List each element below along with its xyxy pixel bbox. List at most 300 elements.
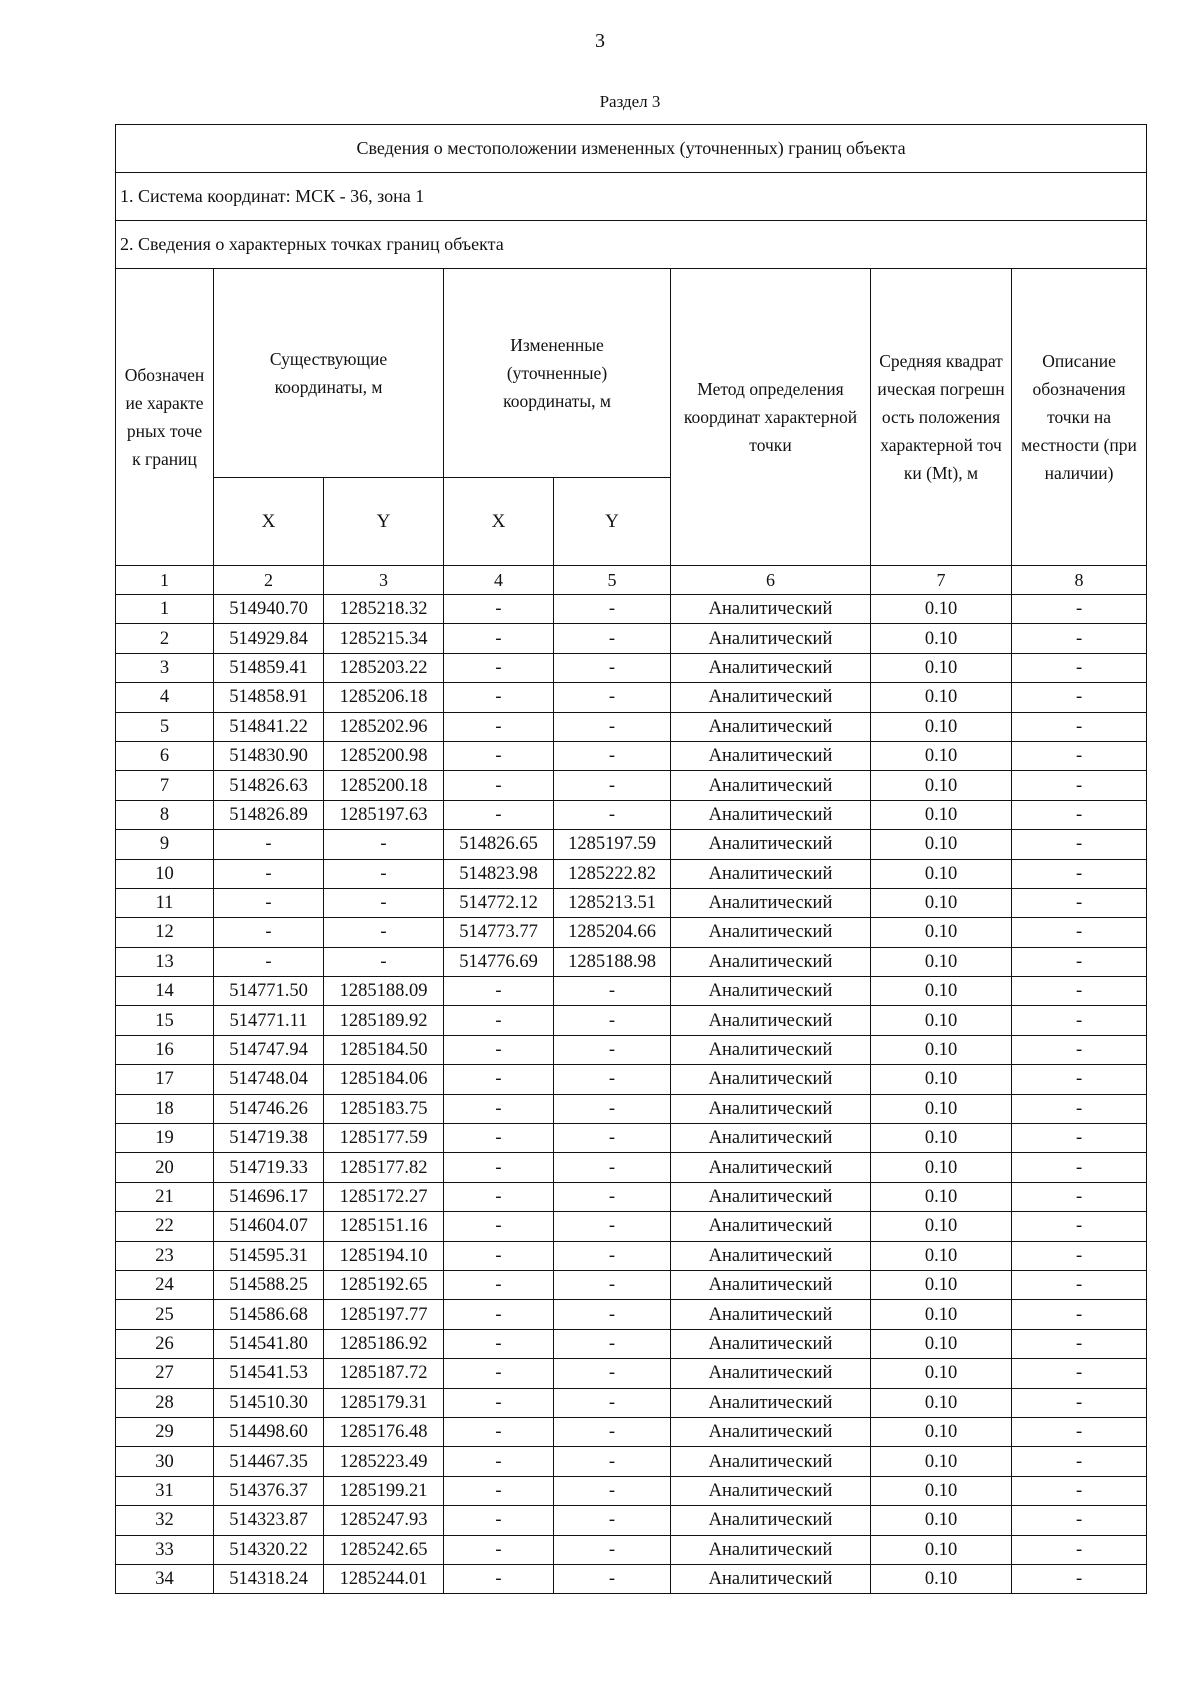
description-cell: - bbox=[1012, 918, 1147, 947]
point-number-cell: 9 bbox=[116, 830, 214, 859]
header-designation: Обозначение характерных точек границ bbox=[116, 269, 214, 566]
existing-x-cell: 514830.90 bbox=[214, 741, 324, 770]
existing-x-cell: 514586.68 bbox=[214, 1300, 324, 1329]
changed-y-cell: - bbox=[554, 741, 671, 770]
changed-y-cell: - bbox=[554, 683, 671, 712]
description-cell: - bbox=[1012, 712, 1147, 741]
changed-y-cell: - bbox=[554, 977, 671, 1006]
method-cell: Аналитический bbox=[671, 1300, 871, 1329]
existing-y-cell: 1285194.10 bbox=[324, 1241, 444, 1270]
error-cell: 0.10 bbox=[871, 741, 1012, 770]
changed-y-cell: 1285188.98 bbox=[554, 947, 671, 976]
description-cell: - bbox=[1012, 1212, 1147, 1241]
description-cell: - bbox=[1012, 1506, 1147, 1535]
header-description: Описание обозначения точки на местности (при наличии) bbox=[1012, 269, 1147, 566]
description-cell: - bbox=[1012, 1476, 1147, 1505]
changed-y-cell: - bbox=[554, 1476, 671, 1505]
changed-x-cell: - bbox=[444, 1241, 554, 1270]
changed-y-cell: - bbox=[554, 1182, 671, 1211]
method-cell: Аналитический bbox=[671, 1564, 871, 1593]
table-row bbox=[116, 712, 1147, 741]
header-changed-y: Y bbox=[554, 478, 671, 566]
changed-y-cell: - bbox=[554, 1153, 671, 1182]
changed-y-cell: - bbox=[554, 1006, 671, 1035]
changed-x-cell: 514823.98 bbox=[444, 859, 554, 888]
point-number-cell: 23 bbox=[116, 1241, 214, 1270]
error-cell: 0.10 bbox=[871, 1417, 1012, 1446]
table-row bbox=[116, 771, 1147, 800]
table-row bbox=[116, 1270, 1147, 1299]
existing-y-cell: 1285202.96 bbox=[324, 712, 444, 741]
method-cell: Аналитический bbox=[671, 741, 871, 770]
description-cell: - bbox=[1012, 771, 1147, 800]
changed-x-cell: - bbox=[444, 624, 554, 653]
changed-y-cell: - bbox=[554, 653, 671, 682]
point-number-cell: 14 bbox=[116, 977, 214, 1006]
existing-x-cell: 514841.22 bbox=[214, 712, 324, 741]
error-cell: 0.10 bbox=[871, 947, 1012, 976]
point-number-cell: 6 bbox=[116, 741, 214, 770]
point-number-cell: 25 bbox=[116, 1300, 214, 1329]
description-cell: - bbox=[1012, 1564, 1147, 1593]
error-cell: 0.10 bbox=[871, 1359, 1012, 1388]
point-number-cell: 30 bbox=[116, 1447, 214, 1476]
method-cell: Аналитический bbox=[671, 1417, 871, 1446]
method-cell: Аналитический bbox=[671, 1035, 871, 1064]
existing-x-cell: 514929.84 bbox=[214, 624, 324, 653]
changed-y-cell: - bbox=[554, 1506, 671, 1535]
existing-x-cell: 514719.33 bbox=[214, 1153, 324, 1182]
description-cell: - bbox=[1012, 800, 1147, 829]
existing-x-cell: 514510.30 bbox=[214, 1388, 324, 1417]
description-cell: - bbox=[1012, 1447, 1147, 1476]
existing-x-cell: - bbox=[214, 918, 324, 947]
changed-x-cell: - bbox=[444, 1182, 554, 1211]
table-title: Сведения о местоположении измененных (уточненных) границ объекта bbox=[116, 125, 1147, 173]
description-cell: - bbox=[1012, 830, 1147, 859]
changed-x-cell: 514826.65 bbox=[444, 830, 554, 859]
point-number-cell: 22 bbox=[116, 1212, 214, 1241]
existing-x-cell: 514747.94 bbox=[214, 1035, 324, 1064]
changed-y-cell: - bbox=[554, 1241, 671, 1270]
existing-y-cell: - bbox=[324, 947, 444, 976]
method-cell: Аналитический bbox=[671, 800, 871, 829]
existing-x-cell: 514467.35 bbox=[214, 1447, 324, 1476]
table-row bbox=[116, 800, 1147, 829]
table-row bbox=[116, 1241, 1147, 1270]
table-row bbox=[116, 624, 1147, 653]
error-cell: 0.10 bbox=[871, 1035, 1012, 1064]
changed-y-cell: - bbox=[554, 595, 671, 624]
method-cell: Аналитический bbox=[671, 1447, 871, 1476]
method-cell: Аналитический bbox=[671, 1506, 871, 1535]
error-cell: 0.10 bbox=[871, 800, 1012, 829]
table-row bbox=[116, 653, 1147, 682]
header-existing-y: Y bbox=[324, 478, 444, 566]
header-changed-coordinates: Измененные (уточненные) координаты, м bbox=[444, 269, 671, 478]
description-cell: - bbox=[1012, 624, 1147, 653]
method-cell: Аналитический bbox=[671, 1065, 871, 1094]
error-cell: 0.10 bbox=[871, 859, 1012, 888]
changed-y-cell: - bbox=[554, 712, 671, 741]
changed-x-cell: - bbox=[444, 653, 554, 682]
description-cell: - bbox=[1012, 1241, 1147, 1270]
existing-x-cell: 514719.38 bbox=[214, 1124, 324, 1153]
error-cell: 0.10 bbox=[871, 1564, 1012, 1593]
method-cell: Аналитический bbox=[671, 1329, 871, 1358]
existing-y-cell: 1285200.98 bbox=[324, 741, 444, 770]
existing-y-cell: 1285172.27 bbox=[324, 1182, 444, 1211]
changed-x-cell: - bbox=[444, 1506, 554, 1535]
method-cell: Аналитический bbox=[671, 1124, 871, 1153]
existing-y-cell: - bbox=[324, 859, 444, 888]
changed-x-cell: 514773.77 bbox=[444, 918, 554, 947]
existing-y-cell: 1285223.49 bbox=[324, 1447, 444, 1476]
method-cell: Аналитический bbox=[671, 1388, 871, 1417]
description-cell: - bbox=[1012, 1300, 1147, 1329]
existing-y-cell: - bbox=[324, 888, 444, 917]
existing-x-cell: 514771.50 bbox=[214, 977, 324, 1006]
method-cell: Аналитический bbox=[671, 1006, 871, 1035]
method-cell: Аналитический bbox=[671, 653, 871, 682]
description-cell: - bbox=[1012, 653, 1147, 682]
changed-y-cell: - bbox=[554, 1564, 671, 1593]
existing-x-cell: 514858.91 bbox=[214, 683, 324, 712]
description-cell: - bbox=[1012, 1035, 1147, 1064]
description-cell: - bbox=[1012, 595, 1147, 624]
error-cell: 0.10 bbox=[871, 624, 1012, 653]
existing-y-cell: - bbox=[324, 830, 444, 859]
error-cell: 0.10 bbox=[871, 1153, 1012, 1182]
changed-y-cell: - bbox=[554, 624, 671, 653]
changed-x-cell: - bbox=[444, 1447, 554, 1476]
method-cell: Аналитический bbox=[671, 595, 871, 624]
error-cell: 0.10 bbox=[871, 1535, 1012, 1564]
existing-y-cell: 1285177.59 bbox=[324, 1124, 444, 1153]
point-number-cell: 1 bbox=[116, 595, 214, 624]
column-number: 6 bbox=[671, 566, 871, 595]
point-number-cell: 3 bbox=[116, 653, 214, 682]
error-cell: 0.10 bbox=[871, 1182, 1012, 1211]
point-number-cell: 33 bbox=[116, 1535, 214, 1564]
changed-x-cell: - bbox=[444, 1065, 554, 1094]
existing-y-cell: 1285215.34 bbox=[324, 624, 444, 653]
point-number-cell: 24 bbox=[116, 1270, 214, 1299]
table-row bbox=[116, 1388, 1147, 1417]
point-number-cell: 31 bbox=[116, 1476, 214, 1505]
existing-y-cell: 1285206.18 bbox=[324, 683, 444, 712]
existing-x-cell: - bbox=[214, 947, 324, 976]
point-number-cell: 32 bbox=[116, 1506, 214, 1535]
method-cell: Аналитический bbox=[671, 947, 871, 976]
error-cell: 0.10 bbox=[871, 1329, 1012, 1358]
column-number: 4 bbox=[444, 566, 554, 595]
error-cell: 0.10 bbox=[871, 1241, 1012, 1270]
table-row bbox=[116, 1124, 1147, 1153]
error-cell: 0.10 bbox=[871, 1006, 1012, 1035]
changed-y-cell: - bbox=[554, 1388, 671, 1417]
description-cell: - bbox=[1012, 1417, 1147, 1446]
method-cell: Аналитический bbox=[671, 918, 871, 947]
changed-x-cell: - bbox=[444, 1329, 554, 1358]
error-cell: 0.10 bbox=[871, 653, 1012, 682]
error-cell: 0.10 bbox=[871, 712, 1012, 741]
existing-y-cell: 1285184.06 bbox=[324, 1065, 444, 1094]
changed-x-cell: - bbox=[444, 977, 554, 1006]
changed-x-cell: 514772.12 bbox=[444, 888, 554, 917]
existing-y-cell: 1285187.72 bbox=[324, 1359, 444, 1388]
existing-x-cell: 514826.63 bbox=[214, 771, 324, 800]
error-cell: 0.10 bbox=[871, 1212, 1012, 1241]
header-changed-x: X bbox=[444, 478, 554, 566]
description-cell: - bbox=[1012, 1359, 1147, 1388]
existing-x-cell: 514323.87 bbox=[214, 1506, 324, 1535]
method-cell: Аналитический bbox=[671, 712, 871, 741]
existing-y-cell: 1285242.65 bbox=[324, 1535, 444, 1564]
table-row bbox=[116, 1329, 1147, 1358]
existing-y-cell: 1285218.32 bbox=[324, 595, 444, 624]
table-row bbox=[116, 1035, 1147, 1064]
changed-x-cell: - bbox=[444, 1094, 554, 1123]
existing-y-cell: 1285199.21 bbox=[324, 1476, 444, 1505]
existing-x-cell: 514376.37 bbox=[214, 1476, 324, 1505]
point-number-cell: 18 bbox=[116, 1094, 214, 1123]
table-row bbox=[116, 1476, 1147, 1505]
method-cell: Аналитический bbox=[671, 624, 871, 653]
point-number-cell: 15 bbox=[116, 1006, 214, 1035]
existing-y-cell: 1285197.63 bbox=[324, 800, 444, 829]
table-row bbox=[116, 741, 1147, 770]
existing-x-cell: 514748.04 bbox=[214, 1065, 324, 1094]
changed-y-cell: - bbox=[554, 1065, 671, 1094]
changed-y-cell: - bbox=[554, 1035, 671, 1064]
existing-x-cell: - bbox=[214, 859, 324, 888]
changed-y-cell: - bbox=[554, 1300, 671, 1329]
existing-x-cell: 514588.25 bbox=[214, 1270, 324, 1299]
point-number-cell: 11 bbox=[116, 888, 214, 917]
changed-y-cell: - bbox=[554, 1270, 671, 1299]
changed-y-cell: - bbox=[554, 1359, 671, 1388]
changed-y-cell: - bbox=[554, 1417, 671, 1446]
existing-y-cell: 1285179.31 bbox=[324, 1388, 444, 1417]
point-number-cell: 29 bbox=[116, 1417, 214, 1446]
point-number-cell: 4 bbox=[116, 683, 214, 712]
changed-y-cell: - bbox=[554, 1124, 671, 1153]
error-cell: 0.10 bbox=[871, 1476, 1012, 1505]
changed-x-cell: - bbox=[444, 800, 554, 829]
existing-x-cell: 514498.60 bbox=[214, 1417, 324, 1446]
method-cell: Аналитический bbox=[671, 771, 871, 800]
existing-x-cell: 514859.41 bbox=[214, 653, 324, 682]
header-existing-coordinates: Существующие координаты, м bbox=[214, 269, 444, 478]
error-cell: 0.10 bbox=[871, 918, 1012, 947]
column-number: 8 bbox=[1012, 566, 1147, 595]
changed-y-cell: 1285204.66 bbox=[554, 918, 671, 947]
description-cell: - bbox=[1012, 888, 1147, 917]
error-cell: 0.10 bbox=[871, 595, 1012, 624]
changed-x-cell: - bbox=[444, 741, 554, 770]
table-row bbox=[116, 1359, 1147, 1388]
point-number-cell: 27 bbox=[116, 1359, 214, 1388]
point-number-cell: 19 bbox=[116, 1124, 214, 1153]
existing-y-cell: 1285244.01 bbox=[324, 1564, 444, 1593]
changed-x-cell: - bbox=[444, 1359, 554, 1388]
column-numbers-row bbox=[116, 566, 1147, 595]
error-cell: 0.10 bbox=[871, 888, 1012, 917]
description-cell: - bbox=[1012, 1094, 1147, 1123]
points-heading: 2. Сведения о характерных точках границ объекта bbox=[116, 221, 1147, 269]
table-row bbox=[116, 1506, 1147, 1535]
existing-x-cell: 514826.89 bbox=[214, 800, 324, 829]
existing-y-cell: 1285177.82 bbox=[324, 1153, 444, 1182]
changed-x-cell: - bbox=[444, 1388, 554, 1417]
existing-y-cell: 1285189.92 bbox=[324, 1006, 444, 1035]
changed-y-cell: - bbox=[554, 1535, 671, 1564]
point-number-cell: 26 bbox=[116, 1329, 214, 1358]
changed-x-cell: - bbox=[444, 595, 554, 624]
existing-x-cell: 514940.70 bbox=[214, 595, 324, 624]
description-cell: - bbox=[1012, 1388, 1147, 1417]
method-cell: Аналитический bbox=[671, 888, 871, 917]
existing-x-cell: 514541.80 bbox=[214, 1329, 324, 1358]
method-cell: Аналитический bbox=[671, 1153, 871, 1182]
error-cell: 0.10 bbox=[871, 1270, 1012, 1299]
description-cell: - bbox=[1012, 683, 1147, 712]
column-number: 5 bbox=[554, 566, 671, 595]
changed-x-cell: - bbox=[444, 1476, 554, 1505]
table-row bbox=[116, 1447, 1147, 1476]
changed-y-cell: 1285213.51 bbox=[554, 888, 671, 917]
existing-y-cell: 1285197.77 bbox=[324, 1300, 444, 1329]
description-cell: - bbox=[1012, 859, 1147, 888]
table-row bbox=[116, 947, 1147, 976]
header-method: Метод определения координат характерной точки bbox=[671, 269, 871, 566]
method-cell: Аналитический bbox=[671, 1359, 871, 1388]
coordinate-system: 1. Система координат: МСК - 36, зона 1 bbox=[116, 173, 1147, 221]
existing-x-cell: 514696.17 bbox=[214, 1182, 324, 1211]
changed-x-cell: - bbox=[444, 1124, 554, 1153]
point-number-cell: 10 bbox=[116, 859, 214, 888]
error-cell: 0.10 bbox=[871, 1300, 1012, 1329]
table-row bbox=[116, 1182, 1147, 1211]
changed-y-cell: - bbox=[554, 1329, 671, 1358]
existing-y-cell: 1285186.92 bbox=[324, 1329, 444, 1358]
table-row bbox=[116, 1564, 1147, 1593]
changed-x-cell: - bbox=[444, 712, 554, 741]
page-number: 3 bbox=[595, 30, 605, 52]
description-cell: - bbox=[1012, 1006, 1147, 1035]
existing-x-cell: 514604.07 bbox=[214, 1212, 324, 1241]
table-row bbox=[116, 595, 1147, 624]
method-cell: Аналитический bbox=[671, 1212, 871, 1241]
point-number-cell: 21 bbox=[116, 1182, 214, 1211]
error-cell: 0.10 bbox=[871, 977, 1012, 1006]
point-number-cell: 13 bbox=[116, 947, 214, 976]
error-cell: 0.10 bbox=[871, 1094, 1012, 1123]
existing-x-cell: 514746.26 bbox=[214, 1094, 324, 1123]
table-row bbox=[116, 888, 1147, 917]
point-number-cell: 5 bbox=[116, 712, 214, 741]
method-cell: Аналитический bbox=[671, 1476, 871, 1505]
boundary-points-table bbox=[115, 124, 1147, 1594]
error-cell: 0.10 bbox=[871, 1447, 1012, 1476]
point-number-cell: 34 bbox=[116, 1564, 214, 1593]
error-cell: 0.10 bbox=[871, 771, 1012, 800]
section-label: Раздел 3 bbox=[599, 92, 661, 111]
existing-x-cell: 514595.31 bbox=[214, 1241, 324, 1270]
table-row bbox=[116, 830, 1147, 859]
method-cell: Аналитический bbox=[671, 1270, 871, 1299]
point-number-cell: 7 bbox=[116, 771, 214, 800]
point-number-cell: 8 bbox=[116, 800, 214, 829]
error-cell: 0.10 bbox=[871, 1124, 1012, 1153]
changed-y-cell: - bbox=[554, 800, 671, 829]
table-row bbox=[116, 918, 1147, 947]
existing-y-cell: 1285203.22 bbox=[324, 653, 444, 682]
point-number-cell: 16 bbox=[116, 1035, 214, 1064]
error-cell: 0.10 bbox=[871, 683, 1012, 712]
description-cell: - bbox=[1012, 1065, 1147, 1094]
description-cell: - bbox=[1012, 1270, 1147, 1299]
changed-x-cell: - bbox=[444, 1006, 554, 1035]
existing-x-cell: 514771.11 bbox=[214, 1006, 324, 1035]
changed-x-cell: - bbox=[444, 683, 554, 712]
table-row bbox=[116, 1065, 1147, 1094]
table-row bbox=[116, 1300, 1147, 1329]
description-cell: - bbox=[1012, 1124, 1147, 1153]
existing-x-cell: 514320.22 bbox=[214, 1535, 324, 1564]
point-number-cell: 2 bbox=[116, 624, 214, 653]
changed-y-cell: - bbox=[554, 771, 671, 800]
changed-x-cell: - bbox=[444, 1035, 554, 1064]
changed-x-cell: - bbox=[444, 1300, 554, 1329]
existing-y-cell: 1285151.16 bbox=[324, 1212, 444, 1241]
method-cell: Аналитический bbox=[671, 1182, 871, 1211]
method-cell: Аналитический bbox=[671, 1535, 871, 1564]
description-cell: - bbox=[1012, 977, 1147, 1006]
existing-x-cell: 514318.24 bbox=[214, 1564, 324, 1593]
description-cell: - bbox=[1012, 741, 1147, 770]
description-cell: - bbox=[1012, 1153, 1147, 1182]
existing-x-cell: 514541.53 bbox=[214, 1359, 324, 1388]
table-row bbox=[116, 1417, 1147, 1446]
column-number: 1 bbox=[116, 566, 214, 595]
method-cell: Аналитический bbox=[671, 1094, 871, 1123]
description-cell: - bbox=[1012, 1535, 1147, 1564]
point-number-cell: 12 bbox=[116, 918, 214, 947]
header-existing-x: X bbox=[214, 478, 324, 566]
changed-x-cell: - bbox=[444, 1212, 554, 1241]
table-row bbox=[116, 683, 1147, 712]
column-number: 3 bbox=[324, 566, 444, 595]
changed-y-cell: 1285197.59 bbox=[554, 830, 671, 859]
changed-x-cell: - bbox=[444, 1270, 554, 1299]
table-row bbox=[116, 859, 1147, 888]
method-cell: Аналитический bbox=[671, 1241, 871, 1270]
changed-x-cell: - bbox=[444, 771, 554, 800]
changed-x-cell: - bbox=[444, 1564, 554, 1593]
existing-y-cell: 1285183.75 bbox=[324, 1094, 444, 1123]
changed-x-cell: 514776.69 bbox=[444, 947, 554, 976]
existing-x-cell: - bbox=[214, 888, 324, 917]
description-cell: - bbox=[1012, 1329, 1147, 1358]
changed-y-cell: - bbox=[554, 1094, 671, 1123]
column-number: 7 bbox=[871, 566, 1012, 595]
column-number: 2 bbox=[214, 566, 324, 595]
changed-x-cell: - bbox=[444, 1153, 554, 1182]
existing-y-cell: 1285184.50 bbox=[324, 1035, 444, 1064]
existing-y-cell: - bbox=[324, 918, 444, 947]
